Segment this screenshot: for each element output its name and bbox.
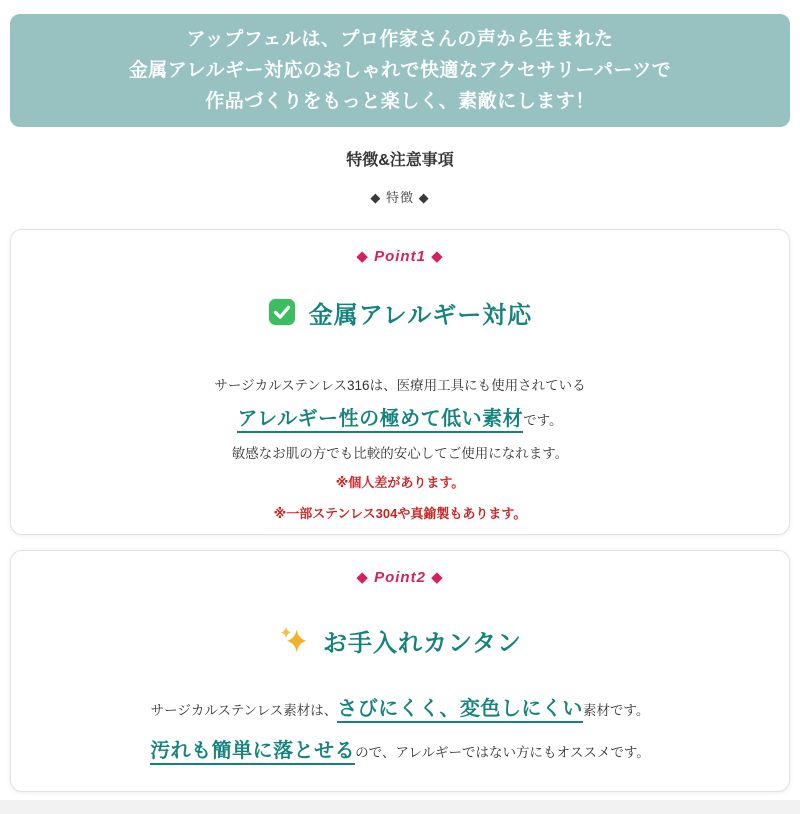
section-title: 特徴&注意事項 xyxy=(346,152,454,169)
section-subtitle: ◆ 特徴 ◆ xyxy=(370,190,430,205)
gold-sparkles-icon xyxy=(278,624,310,656)
point1-heading xyxy=(11,295,789,329)
point1-highlight-line xyxy=(11,406,789,434)
point1-note2: ※一部ステンレス304や真鍮製もあります。 xyxy=(273,506,527,521)
point1-highlight-suffix: です。 xyxy=(523,413,563,428)
point1-heading-text: 金属アレルギー対応 xyxy=(308,301,533,329)
point1-body2: 敏感なお肌の方でも比較的安心してご使用になれます。 xyxy=(231,446,569,461)
product-description-page xyxy=(0,14,800,814)
point2-card xyxy=(10,550,790,792)
point1-card xyxy=(10,229,790,535)
banner-line-2: 金属アレルギー対応のおしゃれで快適なアクセサリーパーツで xyxy=(128,60,672,81)
point2-line1 xyxy=(11,696,789,724)
intro-banner xyxy=(10,14,790,127)
point2-line2-highlight: 汚れも簡単に落とせる xyxy=(150,740,355,765)
point2-heading-text: お手入れカンタン xyxy=(322,629,523,657)
point2-line2-post: ので、アレルギーではない方にもオススメです。 xyxy=(355,745,650,760)
point1-label: ◆ Point1 ◆ xyxy=(356,248,444,265)
point2-line1-post: 素材です。 xyxy=(582,703,650,718)
point2-line1-highlight: さびにくく、変色しにくい xyxy=(337,698,583,723)
next-section-edge xyxy=(0,800,800,814)
green-check-box-icon xyxy=(268,298,296,326)
point2-label: ◆ Point2 ◆ xyxy=(356,569,444,586)
point1-note1: ※個人差があります。 xyxy=(335,475,465,490)
banner-line-3: 作品づくりをもっと楽しく、素敵にします！ xyxy=(205,91,595,112)
point2-heading xyxy=(11,622,789,658)
point1-body1: サージカルステンレス316は、医療用工具にも使用されている xyxy=(214,378,586,393)
point2-line2 xyxy=(11,738,789,766)
banner-line-1: アップフェルは、プロ作家さんの声から生まれた xyxy=(186,29,614,50)
point2-line1-pre: サージカルステンレス素材は、 xyxy=(150,703,338,718)
point1-highlight-text: アレルギー性の極めて低い素材 xyxy=(237,408,523,433)
